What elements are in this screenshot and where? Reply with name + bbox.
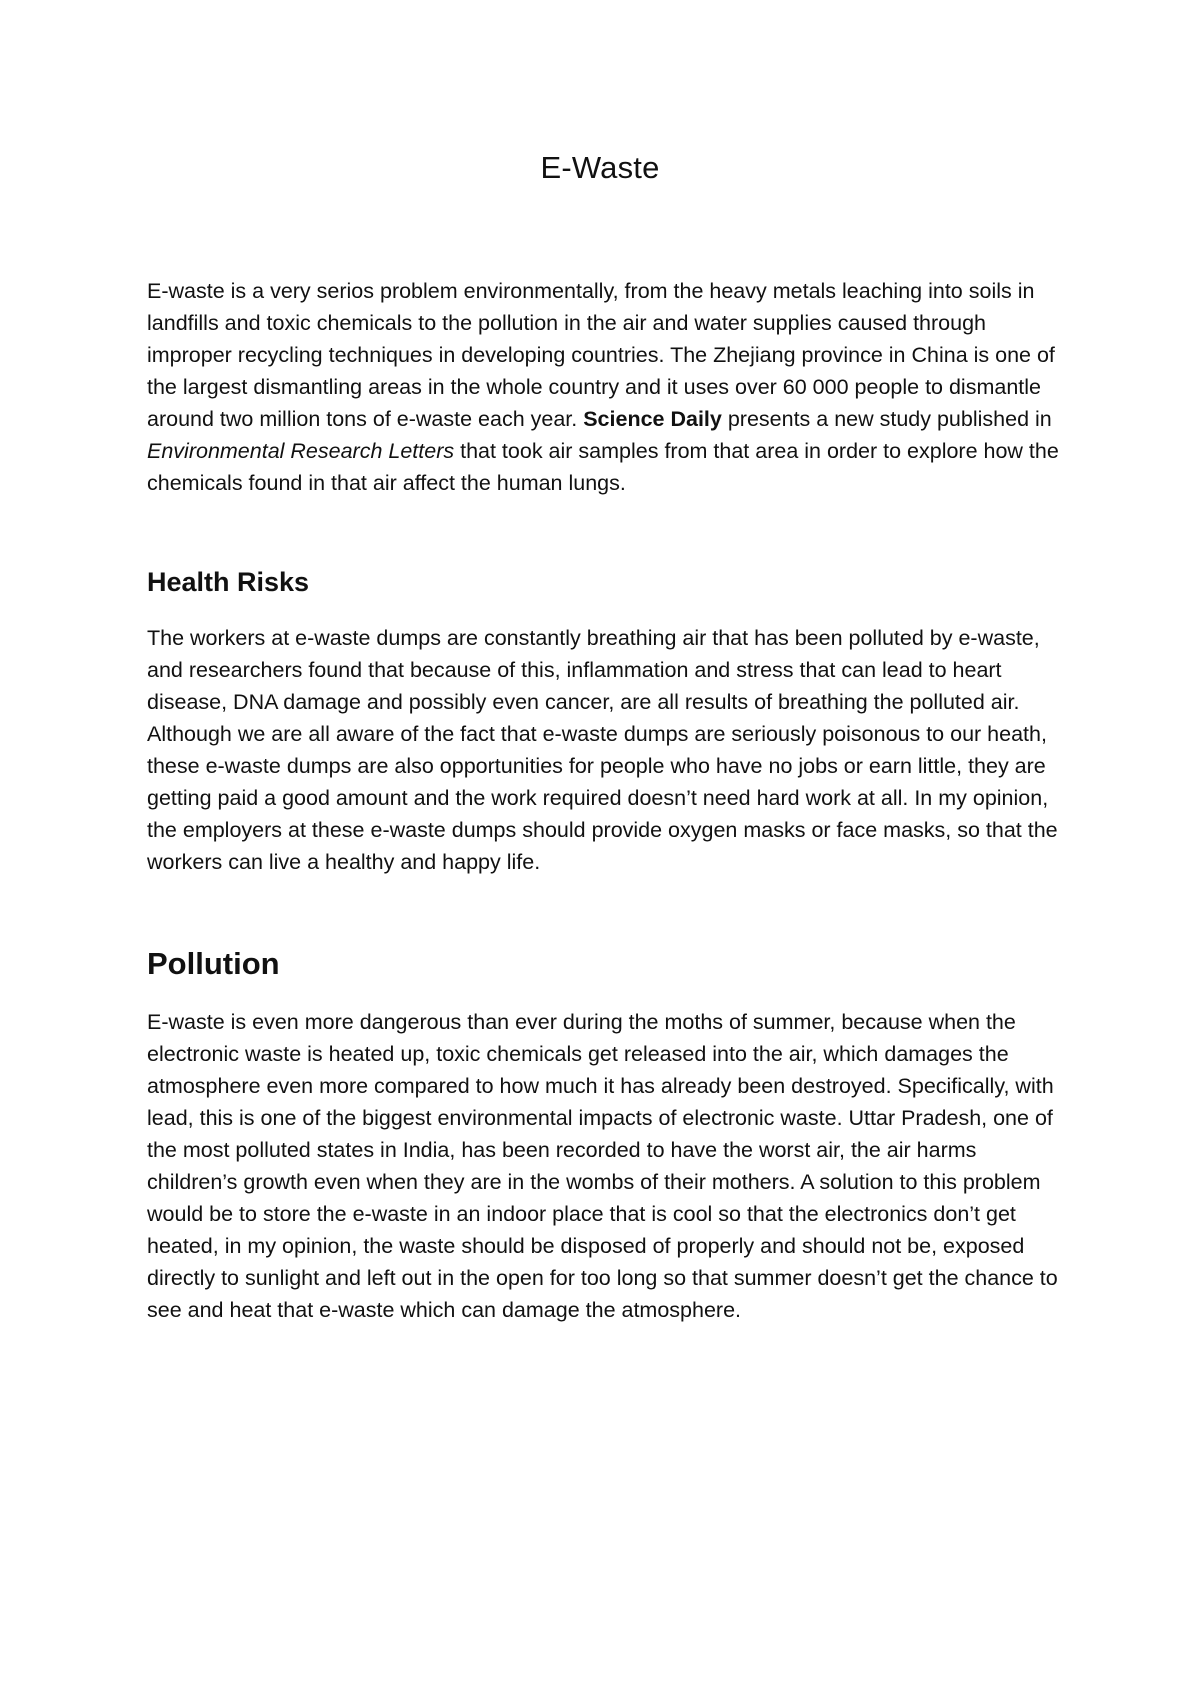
intro-paragraph	[147, 275, 1065, 499]
intro-text-part2: presents a new study published in	[721, 407, 1052, 431]
section-heading-pollution: Pollution	[147, 946, 280, 981]
section-body-pollution: E-waste is even more dangerous than ever during the moths of summer, because when the electronic waste is heated up, toxic chemicals get released into the air, which damages the atmosphere even more compared to how much it has already been destroyed. Specifically, with lead, this is one of the biggest environmental impacts of electronic waste. Uttar Pradesh, one of the most polluted states in India, has been recorded to have the worst air, the air harms children’s growth even when they are in the wombs of their mothers. A solution to this problem would be to store the e-waste in an indoor place that is cool so that the electronics don’t get heated, in my opinion, the waste should be disposed of properly and should not be, exposed directly to sunlight and left out in the open for too long so that summer doesn’t get the chance to see and heat that e-waste which can damage the atmosphere.	[147, 1010, 1058, 1322]
intro-text-part1: E-waste is a very serios problem environmentally, from the heavy metals leaching into soils in landfills and toxic chemicals to the pollution in the air and water supplies caused through improper recycling techniques in developing countries. The Zhejiang province in China is one of the largest dismantling areas in the whole country and it uses over 60 000 people to dismantle around two million tons of e-waste each year.	[147, 279, 1055, 431]
document-title: E-Waste	[540, 150, 660, 185]
section-heading-health-risks: Health Risks	[147, 567, 310, 597]
source-name: Science Daily	[583, 407, 722, 431]
section-body-health-risks: The workers at e-waste dumps are constantly breathing air that has been polluted by e-waste, and researchers found that because of this, inflammation and stress that can lead to heart disease, DNA damage and possibly even cancer, are all results of breathing the polluted air. Although we are all aware of the fact that e-waste dumps are seriously poisonous to our heath, these e-waste dumps are also opportunities for people who have no jobs or earn little, they are getting paid a good amount and the work required doesn’t need hard work at all. In my opinion, the employers at these e-waste dumps should provide oxygen masks or face masks, so that the workers can live a healthy and happy life.	[147, 626, 1058, 874]
journal-name: Environmental Research Letters	[147, 439, 455, 463]
intro-text-part3: that took air samples from that area in order to explore how the chemicals found in that air affect the human lungs.	[147, 439, 1059, 495]
